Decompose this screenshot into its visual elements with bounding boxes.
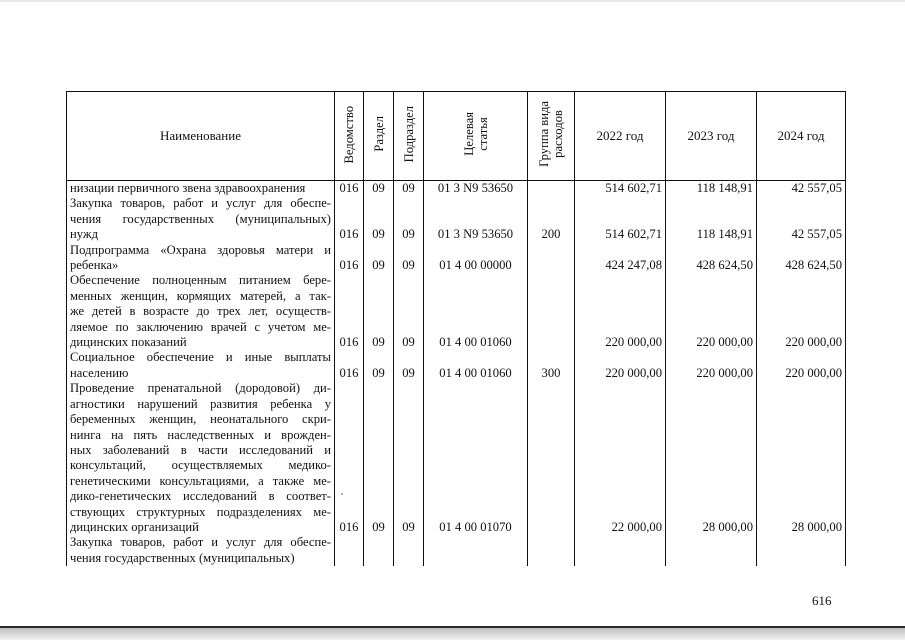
row-dept-cell: 016 — [335, 273, 364, 350]
row-y2022-cell: 424 247,08 — [575, 243, 666, 274]
row-name-line: Закупка товаров, работ и услуг для обеспе- — [70, 196, 331, 211]
row-name-line: нужд — [70, 227, 98, 242]
row-group-cell: 200 — [528, 196, 575, 242]
row-subsection-cell: 09 — [394, 243, 424, 274]
row-name-line: Подпрограмма «Охрана здоровья матери и — [70, 242, 331, 257]
row-y2024-cell: 428 624,50 — [757, 243, 846, 274]
row-target-cell: 01 4 00 01060 — [424, 350, 528, 381]
table-header-row — [67, 92, 846, 181]
row-target-cell: 01 3 N9 53650 — [424, 181, 528, 197]
row-name-line: низации первичного звена здравоохранения — [70, 181, 306, 195]
row-name-line: дицинских показаний — [70, 335, 187, 350]
row-subsection-cell: 09 — [394, 273, 424, 350]
row-name-line: ных заболеваний в части исследований и — [70, 442, 331, 457]
table-row — [67, 381, 846, 535]
row-section-cell: 09 — [364, 196, 394, 242]
row-group-cell — [528, 381, 575, 535]
row-y2022-cell: 220 000,00 — [575, 350, 666, 381]
row-y2022-cell: 22 000,00 — [575, 381, 666, 535]
scan-speck — [341, 493, 343, 495]
page-number: 616 — [812, 593, 832, 608]
header-target-line2: статья — [475, 117, 490, 152]
row-y2023-cell: 220 000,00 — [666, 273, 757, 350]
row-group-cell — [528, 273, 575, 350]
table-row — [67, 196, 846, 242]
row-target-cell — [424, 535, 528, 566]
row-y2024-cell: 42 557,05 — [757, 181, 846, 197]
row-y2024-cell: 220 000,00 — [757, 350, 846, 381]
row-y2023-cell: 220 000,00 — [666, 350, 757, 381]
row-name-line: дико-генетических исследований в соответ- — [70, 489, 331, 504]
row-name-line: же детей в возрасте до трех лет, осуществ- — [70, 304, 331, 319]
row-y2024-cell: 28 000,00 — [757, 381, 846, 535]
header-dept — [335, 92, 364, 181]
scanner-shadow — [0, 628, 905, 640]
row-section-cell: 09 — [364, 350, 394, 381]
row-subsection-cell: 09 — [394, 181, 424, 197]
header-2022 — [575, 92, 666, 181]
row-name-line: населению — [70, 365, 129, 380]
row-name-cell — [67, 196, 335, 242]
row-name-line: ляемое по заключению врачей с учетом ме- — [70, 319, 331, 334]
table-row — [67, 181, 846, 197]
row-dept-cell: 016 — [335, 381, 364, 535]
row-name-line: консультаций, осуществляемых медико- — [70, 458, 331, 473]
row-target-cell: 01 4 00 01060 — [424, 273, 528, 350]
header-2022-text: 2022 год — [596, 128, 644, 144]
row-target-cell: 01 4 00 01070 — [424, 381, 528, 535]
header-name-text: Наименование — [160, 128, 241, 144]
header-subsection — [394, 92, 424, 181]
row-y2022-cell — [575, 535, 666, 566]
row-section-cell: 09 — [364, 181, 394, 197]
row-y2024-cell — [757, 535, 846, 566]
table-row — [67, 243, 846, 274]
row-name-line: чения государственных (муниципальных) — [70, 211, 331, 226]
header-target-text — [462, 112, 490, 156]
row-name-line: агностики нарушений развития ребенка у — [70, 396, 331, 411]
table-row — [67, 273, 846, 350]
header-name — [67, 92, 335, 181]
header-section — [364, 92, 394, 181]
row-section-cell: 09 — [364, 243, 394, 274]
budget-table — [66, 91, 846, 566]
row-dept-cell — [335, 535, 364, 566]
row-name-line: Проведение пренатальной (дородовой) ди- — [70, 381, 331, 396]
row-group-cell: 300 — [528, 350, 575, 381]
header-group-line2: расходов — [551, 110, 565, 159]
header-2024-text: 2024 год — [777, 128, 825, 144]
row-subsection-cell: 09 — [394, 350, 424, 381]
row-y2023-cell: 118 148,91 — [666, 196, 757, 242]
row-section-cell: 09 — [364, 273, 394, 350]
page-top-edge — [0, 0, 905, 2]
row-name-cell — [67, 535, 335, 566]
row-y2023-cell: 118 148,91 — [666, 181, 757, 197]
header-target-line1: Целевая — [461, 112, 476, 157]
header-subsection-text: Подраздел — [401, 106, 416, 163]
row-name-line: Социальное обеспечение и иные выплаты — [70, 350, 331, 365]
row-y2023-cell: 28 000,00 — [666, 381, 757, 535]
row-y2022-cell: 220 000,00 — [575, 273, 666, 350]
row-subsection-cell — [394, 535, 424, 566]
row-name-line: ствующих структурных подразделениях ме- — [70, 504, 331, 519]
row-group-cell — [528, 243, 575, 274]
row-target-cell: 01 4 00 00000 — [424, 243, 528, 274]
row-group-cell — [528, 181, 575, 197]
table-row — [67, 535, 846, 566]
table-body — [67, 181, 846, 567]
row-subsection-cell: 09 — [394, 381, 424, 535]
row-y2022-cell: 514 602,71 — [575, 181, 666, 197]
header-section-text: Раздел — [371, 116, 386, 153]
row-y2022-cell: 514 602,71 — [575, 196, 666, 242]
row-name-cell — [67, 243, 335, 274]
row-group-cell — [528, 535, 575, 566]
row-y2024-cell: 42 557,05 — [757, 196, 846, 242]
row-name-line: генетическими консультациями, а также ме- — [70, 473, 331, 488]
row-name-cell — [67, 273, 335, 350]
table-row — [67, 350, 846, 381]
row-name-line: ребенка» — [70, 258, 119, 273]
row-y2024-cell: 220 000,00 — [757, 273, 846, 350]
row-name-line: менных женщин, кормящих матерей, а так- — [70, 288, 331, 303]
row-target-cell: 01 3 N9 53650 — [424, 196, 528, 242]
header-group-text — [537, 101, 565, 167]
row-name-cell — [67, 350, 335, 381]
header-target — [424, 92, 528, 181]
row-name-line: Обеспечение полноценным питанием бере- — [70, 273, 331, 288]
row-dept-cell: 016 — [335, 196, 364, 242]
row-y2023-cell: 428 624,50 — [666, 243, 757, 274]
row-name-line: нинга на пять наследственных и врожден- — [70, 427, 331, 442]
header-2024 — [757, 92, 846, 181]
header-group-line1: Группа вида — [537, 101, 551, 168]
row-subsection-cell: 09 — [394, 196, 424, 242]
row-dept-cell: 016 — [335, 350, 364, 381]
row-name-line: чения государственных (муниципальных) — [70, 550, 295, 565]
row-dept-cell: 016 — [335, 243, 364, 274]
header-2023-text: 2023 год — [687, 128, 735, 144]
header-dept-text: Ведомство — [342, 105, 356, 164]
row-name-cell — [67, 181, 335, 197]
row-dept-cell: 016 — [335, 181, 364, 197]
row-y2023-cell — [666, 535, 757, 566]
row-name-line: Закупка товаров, работ и услуг для обеспе- — [70, 535, 331, 550]
row-section-cell: 09 — [364, 381, 394, 535]
header-group — [528, 92, 575, 181]
row-name-line: дицинских организаций — [70, 519, 199, 534]
row-section-cell — [364, 535, 394, 566]
header-2023 — [666, 92, 757, 181]
row-name-line: беременных женщин, неонатального скри- — [70, 412, 331, 427]
row-name-cell — [67, 381, 335, 535]
